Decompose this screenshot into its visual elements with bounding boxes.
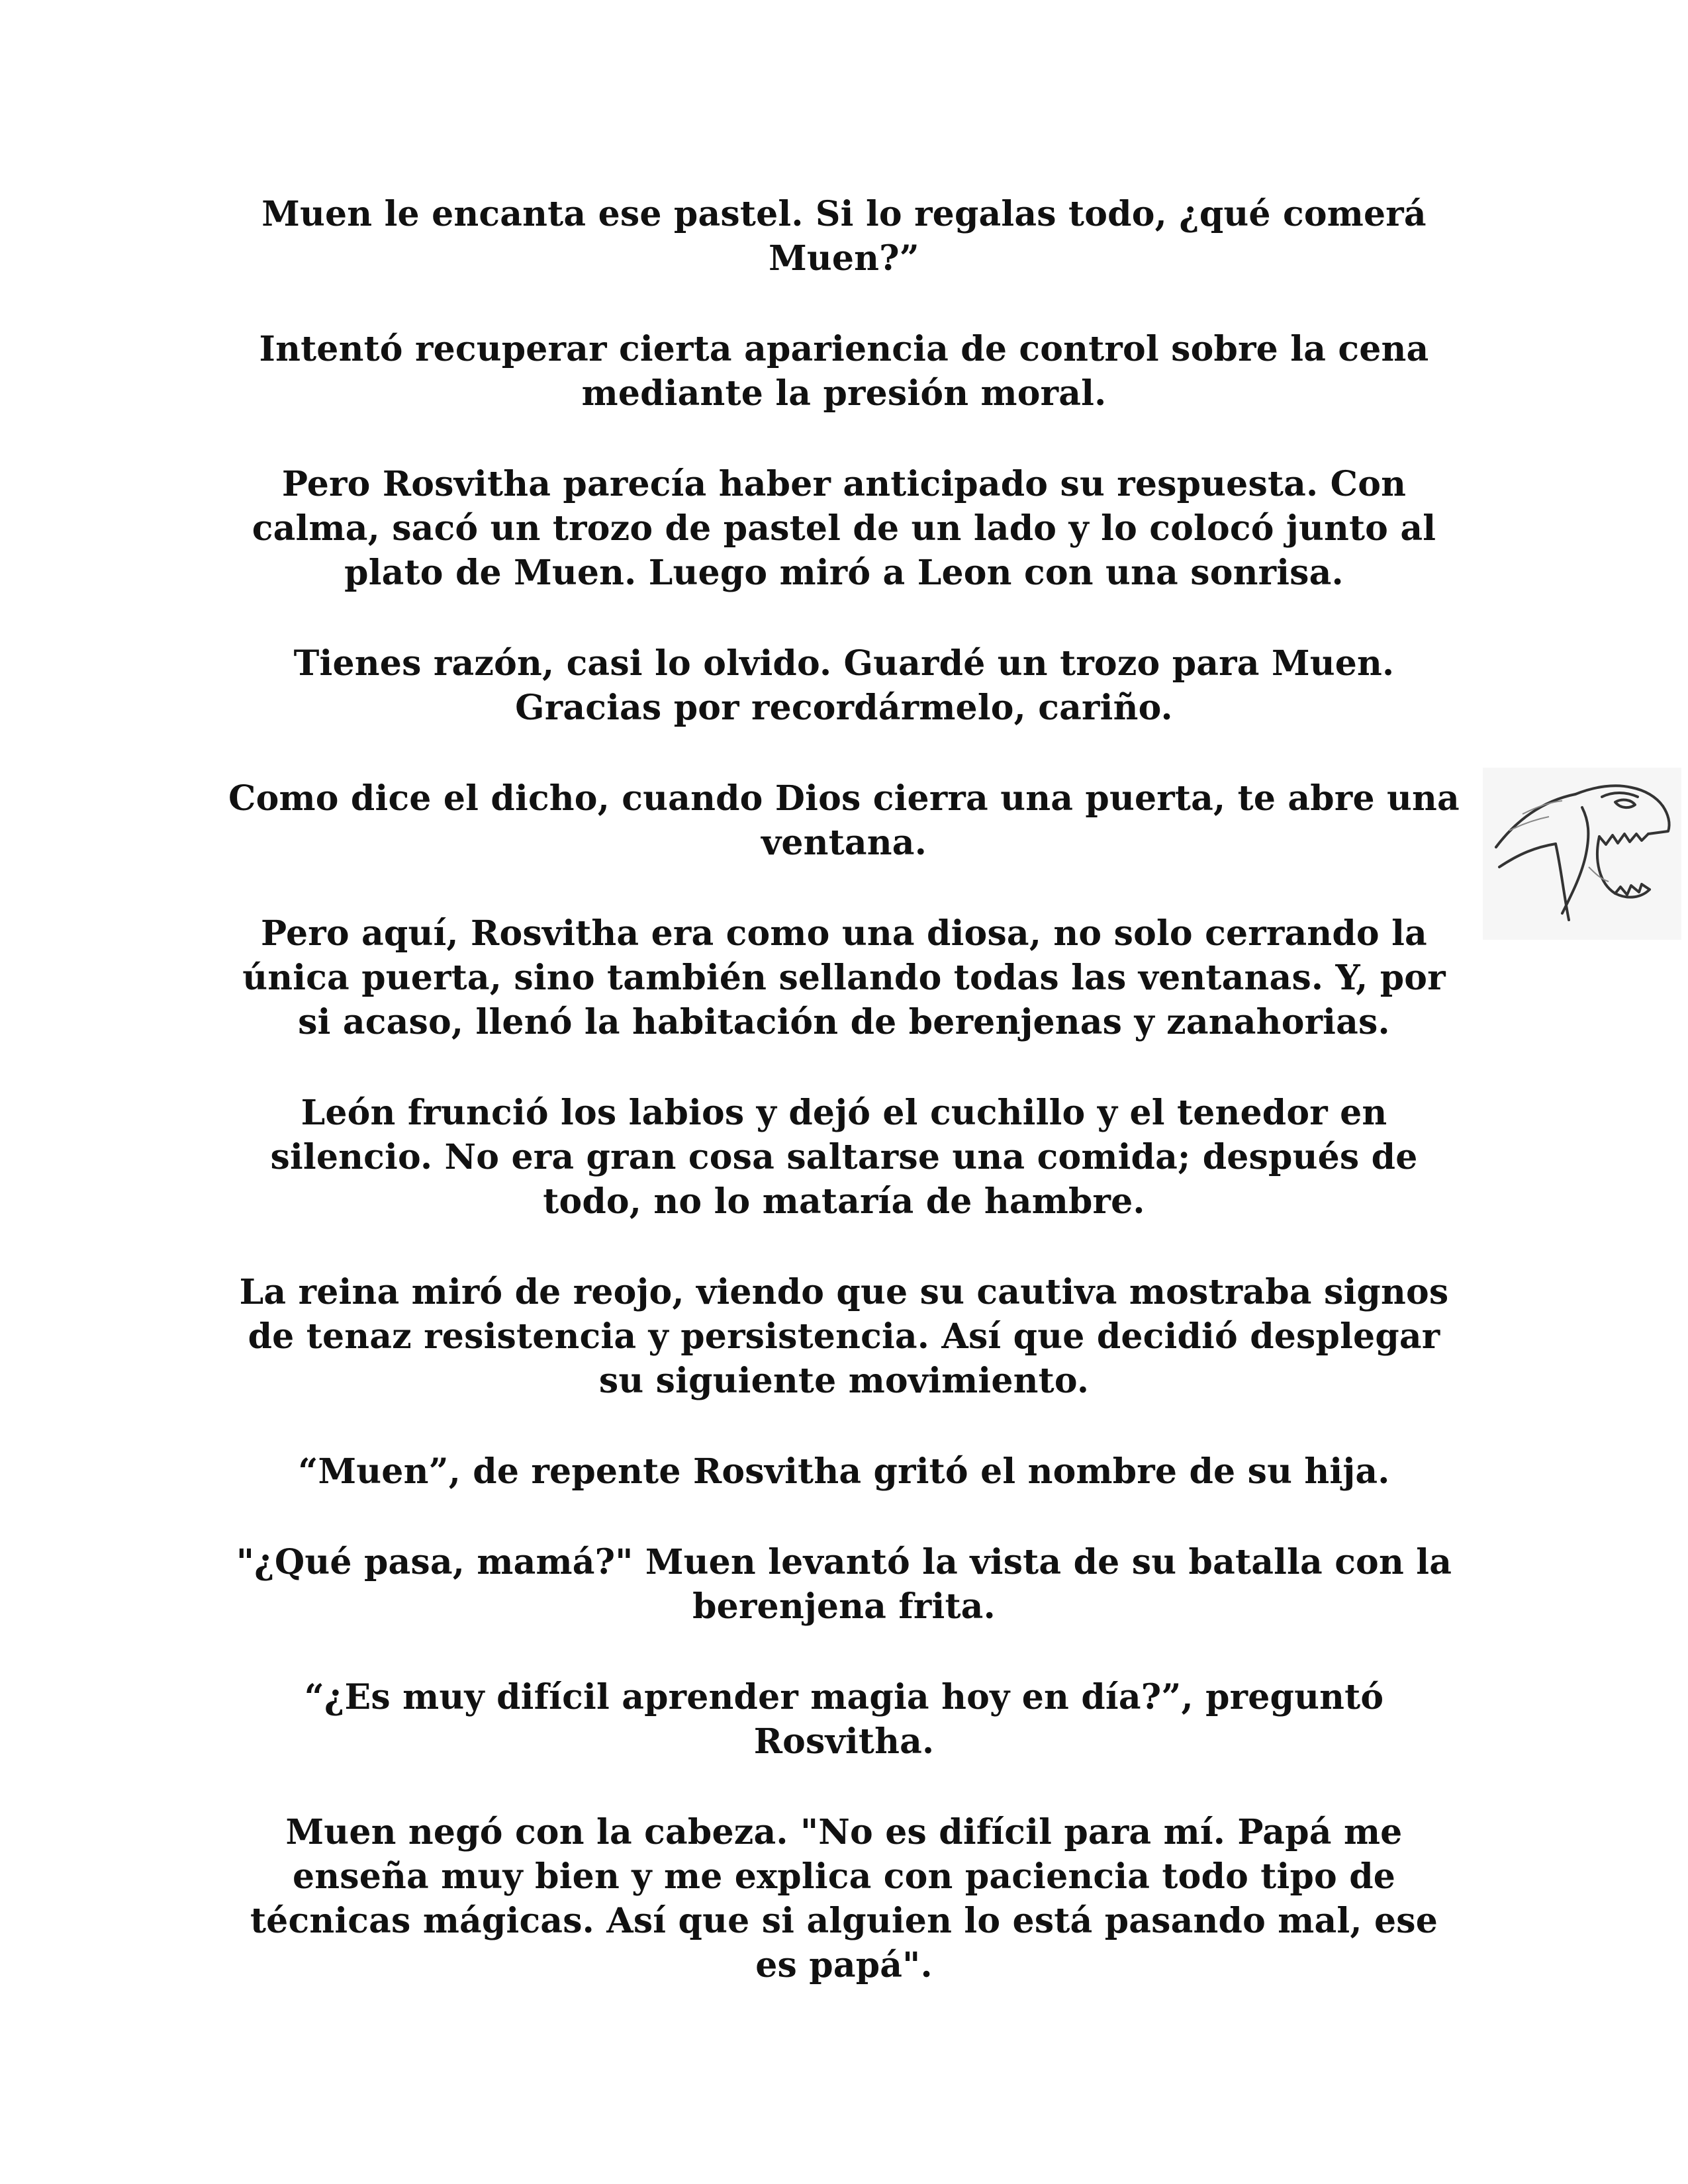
paragraph: "¿Qué pasa, mamá?" Muen levantó la vista de su batalla con la berenjena frita. [236,1542,1452,1627]
paragraph: Muen le encanta ese pastel. Si lo regalas todo, ¿qué comerá Muen?” [261,194,1427,279]
paragraph: León frunció los labios y dejó el cuchillo y el tenedor en silencio. No era gran cosa saltarse una comida; después de todo, no lo mataría de hambre. [270,1093,1418,1222]
paragraph: Muen negó con la cabeza. "No es difícil para mí. Papá me enseña muy bien y me explica con paciencia todo tipo de técnicas mágicas. Así que si alguien lo está pasando mal, ese es papá". [250,1812,1438,1985]
brow [1602,793,1638,797]
eye [1615,800,1635,808]
snout [1648,806,1669,834]
head-top [1575,786,1663,806]
dinosaur-sketch-drawing [1483,768,1681,940]
lower-jaw [1597,837,1650,897]
paragraph: Intentó recuperar cierta apariencia de control sobre la cena mediante la presión moral. [259,329,1429,414]
paragraph: “¿Es muy difícil aprender magia hoy en día?”, preguntó Rosvitha. [304,1677,1384,1762]
upper-teeth [1599,834,1648,844]
throat-line [1556,844,1569,920]
paragraph: Pero aquí, Rosvitha era como una diosa, no solo cerrando la única puerta, sino también sellando todas las ventanas. Y, por si acaso, llenó la habitación de berenjenas y zanahorias. [242,913,1446,1042]
paragraph: La reina miró de reojo, viendo que su cautiva mostraba signos de tenaz resistencia y persistencia. Así que decidió desplegar su siguiente movimiento. [239,1272,1449,1401]
document-body [225,192,1463,2034]
dinosaur-head-sketch-icon [1483,768,1681,940]
paragraph: Como dice el dicho, cuando Dios cierra una puerta, te abre una ventana. [228,778,1460,863]
neck-line-lower [1499,844,1556,867]
paragraph: Pero Rosvitha parecía haber anticipado su respuesta. Con calma, sacó un trozo de pastel de un lado y lo colocó junto al plato de Muen. Luego miró a Leon con una sonrisa. [252,464,1436,593]
paragraph: “Muen”, de repente Rosvitha gritó el nombre de su hija. [298,1451,1390,1492]
paragraph: Tienes razón, casi lo olvido. Guardé un trozo para Muen. Gracias por recordármelo, cariño. [293,643,1395,728]
